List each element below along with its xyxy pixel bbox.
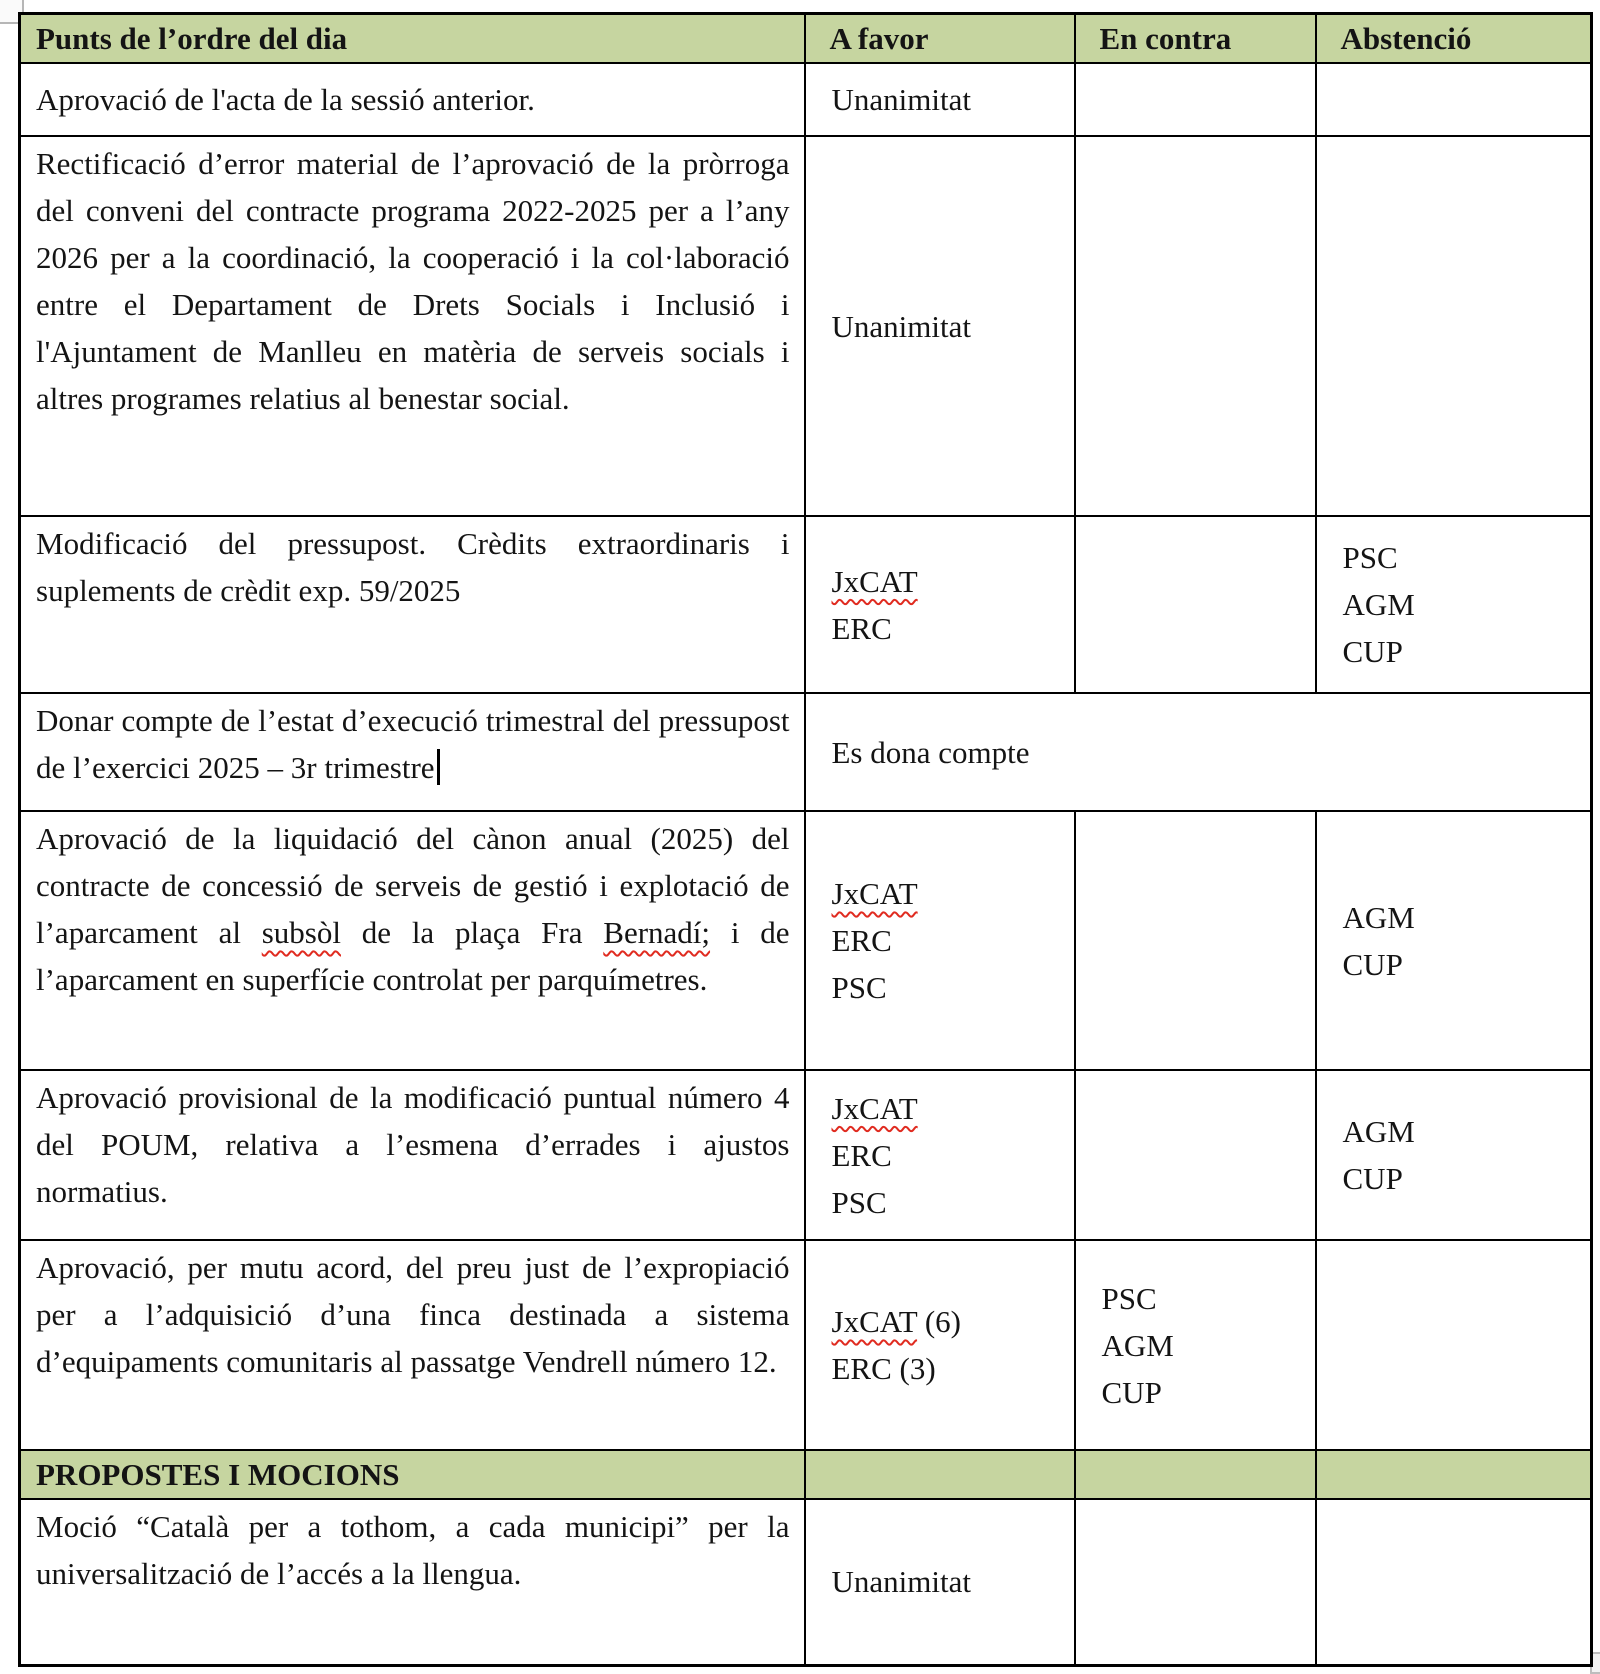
punt-text: Donar compte de l’estat d’execució trimestral del pressupost de l’exercici 2025 – 3r trimestre [36,703,790,785]
punt-cell[interactable]: Aprovació, per mutu acord, del preu just de l’expropiació per a l’adquisició d’una finca destinada a sistema d’equipaments comunitaris al passatge Vendrell número 12. [20,1240,805,1450]
abstencio-cell[interactable] [1316,63,1592,136]
party-label: CUP [1342,634,1403,669]
party-label: AGM [1342,1114,1415,1149]
punt-text-misspell: subsòl [261,915,341,950]
table-row [20,1499,1592,1665]
abstencio-cell[interactable] [1316,1499,1592,1665]
table-row [20,693,1592,811]
a-favor-cell[interactable]: Unanimitat [805,63,1075,136]
section-empty-cell [1316,1450,1592,1499]
party-label: PSC [831,970,887,1005]
a-favor-cell[interactable] [805,516,1075,693]
party-label-misspell: JxCAT [831,1090,918,1126]
party-label: PSC [1342,540,1398,575]
punt-cell[interactable] [20,693,805,811]
table-header-row [20,14,1592,64]
party-label-misspell: JxCAT [831,563,918,599]
party-label-misspell: JxCAT [831,1304,918,1339]
text-cursor [437,749,440,785]
party-label: PSC [831,1184,887,1220]
party-label-count: (6) [917,1304,961,1339]
header-abstencio[interactable]: Abstenció [1316,14,1592,64]
a-favor-cell[interactable] [805,1070,1075,1240]
punt-text: i de l’aparcament en superfície controlat per parquímetres. [36,915,790,997]
party-label: ERC [831,610,892,646]
party-label: AGM [1342,587,1415,622]
table-row [20,63,1592,136]
en-contra-cell[interactable] [1075,1499,1316,1665]
abstencio-cell[interactable] [1316,811,1592,1070]
party-label: CUP [1342,1161,1403,1196]
punt-text: Aprovació de la liquidació del cànon anual (2025) del contracte de concessió de serveis de gestió i explotació de l’aparcament al [36,821,790,950]
table-row [20,136,1592,516]
party-label [832,1298,1060,1345]
en-contra-cell[interactable] [1075,1070,1316,1240]
a-favor-cell[interactable]: Unanimitat [805,1499,1075,1665]
table-row [20,516,1592,693]
party-label: ERC [831,1137,892,1173]
party-label: PSC [1101,1280,1157,1316]
punt-cell[interactable]: Aprovació provisional de la modificació puntual número 4 del POUM, relativa a l’esmena d’errades i ajustos normatius. [20,1070,805,1240]
party-label: CUP [1101,1374,1162,1410]
abstencio-cell[interactable] [1316,516,1592,693]
punt-text-misspell: Bernadí; [603,915,711,950]
party-label: AGM [1342,899,1415,935]
abstencio-cell[interactable] [1316,1240,1592,1450]
punt-cell[interactable]: Moció “Català per a tothom, a cada municipi” per la universalització de l’accés a la llengua. [20,1499,805,1665]
a-favor-cell[interactable]: Unanimitat [805,136,1075,516]
abstencio-cell[interactable] [1316,136,1592,516]
abstencio-cell[interactable] [1316,1070,1592,1240]
table-row [20,1240,1592,1450]
party-label: AGM [1101,1327,1174,1363]
table-row [20,811,1592,1070]
table-row [20,1070,1592,1240]
header-a-favor[interactable]: A favor [805,14,1075,64]
en-contra-cell[interactable] [1075,136,1316,516]
a-favor-cell[interactable] [805,811,1075,1070]
agenda-votes-table [18,12,1593,1667]
a-favor-cell[interactable] [805,1240,1075,1450]
section-empty-cell [1075,1450,1316,1499]
party-label: CUP [1342,946,1403,982]
header-en-contra[interactable]: En contra [1075,14,1316,64]
punt-cell[interactable]: Aprovació de l'acta de la sessió anterior. [20,63,805,136]
punt-cell[interactable]: Modificació del pressupost. Crèdits extraordinaris i suplements de crèdit exp. 59/2025 [20,516,805,693]
section-empty-cell [805,1450,1075,1499]
party-label: ERC (3) [831,1351,936,1386]
en-contra-cell[interactable] [1075,811,1316,1070]
party-label-misspell: JxCAT [831,876,918,911]
header-punts[interactable]: Punts de l’ordre del dia [20,14,805,64]
section-header-row [20,1450,1592,1499]
en-contra-cell[interactable] [1075,1240,1316,1450]
en-contra-cell[interactable] [1075,516,1316,693]
punt-cell[interactable]: Rectificació d’error material de l’aprovació de la pròrroga del conveni del contracte programa 2022-2025 per a l’any 2026 per a la coordinació, la cooperació i la col·laboració entre el Departament de Drets Socials i Inclusió i l'Ajuntament de Manlleu en matèria de serveis socials i altres programes relatius al benestar social. [20,136,805,516]
en-contra-cell[interactable] [1075,63,1316,136]
punt-text: de la plaça Fra [340,915,604,950]
section-title[interactable]: PROPOSTES I MOCIONS [20,1450,805,1499]
resultat-cell[interactable]: Es dona compte [805,693,1592,811]
punt-cell[interactable] [20,811,805,1070]
party-label: ERC [831,923,892,958]
